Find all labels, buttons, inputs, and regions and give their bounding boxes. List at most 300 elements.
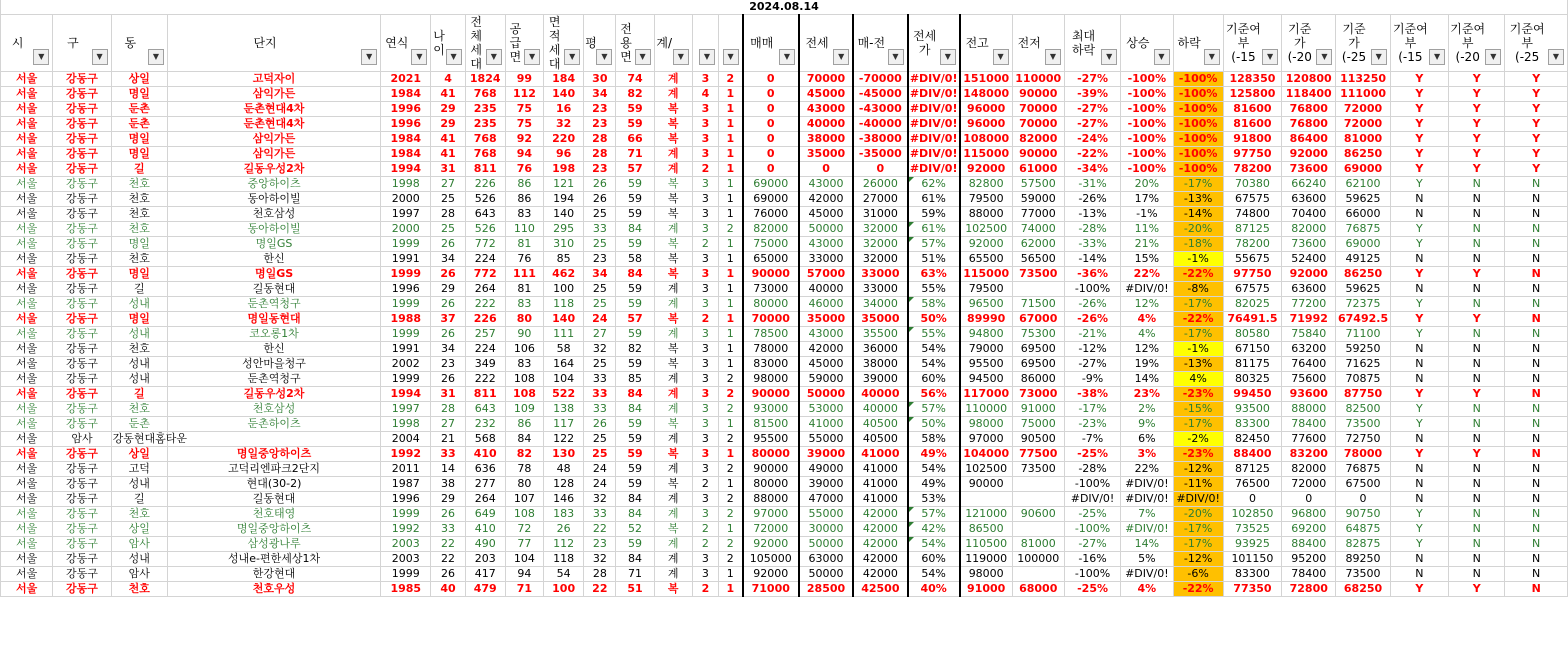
table-cell[interactable]: 98000 (960, 417, 1012, 432)
table-cell[interactable]: Y (1505, 117, 1568, 132)
table-cell[interactable]: 113250 (1336, 72, 1390, 87)
table-cell[interactable]: 강동구 (53, 537, 111, 552)
table-cell[interactable]: 128350 (1223, 72, 1281, 87)
table-cell[interactable]: 84 (616, 402, 654, 417)
table-cell[interactable]: -25% (1064, 582, 1120, 597)
column-header[interactable] (1505, 15, 1568, 72)
table-cell[interactable]: 서울 (1, 447, 53, 462)
table-cell[interactable]: 1999 (381, 372, 431, 387)
table-cell[interactable]: 둔촌 (111, 117, 167, 132)
table-cell[interactable]: 3 (692, 282, 718, 297)
table-cell[interactable]: 55675 (1223, 252, 1281, 267)
table-cell[interactable]: 63% (908, 267, 960, 282)
table-cell[interactable]: 79000 (960, 342, 1012, 357)
table-cell[interactable]: 천호삼성 (167, 207, 380, 222)
table-cell[interactable]: 82000 (743, 222, 799, 237)
table-cell[interactable]: 1999 (381, 567, 431, 582)
table-cell[interactable]: 2 (718, 222, 742, 237)
table-cell[interactable]: 71992 (1282, 312, 1336, 327)
table-cell[interactable]: 22% (1121, 267, 1173, 282)
filter-dropdown-icon[interactable]: ▼ (596, 49, 612, 65)
table-cell[interactable]: 26 (431, 372, 465, 387)
table-cell[interactable]: 26 (584, 417, 616, 432)
table-cell[interactable]: 3 (692, 297, 718, 312)
table-cell[interactable]: 천호 (111, 177, 167, 192)
table-cell[interactable]: 강동구 (53, 522, 111, 537)
table-cell[interactable]: 92 (505, 132, 543, 147)
table-cell[interactable]: -100% (1173, 132, 1223, 147)
table-cell[interactable]: 계 (654, 402, 692, 417)
table-cell[interactable]: -9% (1064, 372, 1120, 387)
table-cell[interactable]: 67500 (1336, 477, 1390, 492)
column-header[interactable] (853, 15, 907, 72)
table-cell[interactable]: 계 (654, 87, 692, 102)
table-cell[interactable]: 56500 (1012, 252, 1064, 267)
table-cell[interactable]: 25 (584, 447, 616, 462)
table-cell[interactable]: 53000 (799, 402, 853, 417)
table-cell[interactable]: Y (1449, 162, 1505, 177)
table-cell[interactable]: -100% (1064, 282, 1120, 297)
table-cell[interactable]: 235 (465, 117, 505, 132)
column-header[interactable] (544, 15, 584, 72)
table-cell[interactable]: 1 (718, 282, 742, 297)
table-cell[interactable]: 2 (718, 387, 742, 402)
table-cell[interactable]: 41 (431, 147, 465, 162)
table-cell[interactable]: 526 (465, 192, 505, 207)
table-cell[interactable]: Y (1390, 312, 1448, 327)
table-cell[interactable]: 서울 (1, 462, 53, 477)
table-cell[interactable]: 108 (505, 387, 543, 402)
table-cell[interactable]: 56% (908, 387, 960, 402)
table-cell[interactable]: 122 (544, 432, 584, 447)
table-cell[interactable]: 80000 (743, 297, 799, 312)
table-cell[interactable]: 29 (431, 102, 465, 117)
table-cell[interactable]: Y (1390, 327, 1448, 342)
table-cell[interactable]: 1824 (465, 72, 505, 87)
column-header[interactable] (718, 15, 742, 72)
table-cell[interactable]: 강동현대홈타운 (112, 432, 188, 445)
table-cell[interactable]: 59 (616, 477, 654, 492)
table-cell[interactable]: -100% (1064, 477, 1120, 492)
table-cell[interactable]: N (1505, 582, 1568, 597)
filter-dropdown-icon[interactable]: ▼ (92, 49, 108, 65)
table-cell[interactable]: Y (1390, 537, 1448, 552)
table-cell[interactable]: 3 (692, 417, 718, 432)
table-cell[interactable]: 계 (654, 282, 692, 297)
table-cell[interactable]: 69500 (1012, 342, 1064, 357)
column-header[interactable] (799, 15, 853, 72)
table-cell[interactable]: 69000 (1336, 237, 1390, 252)
table-cell[interactable]: #DIV/0! (1121, 477, 1173, 492)
table-cell[interactable]: 86 (505, 417, 543, 432)
table-cell[interactable]: -17% (1173, 177, 1223, 192)
table-cell[interactable]: 고덕자이 (167, 72, 380, 87)
table-cell[interactable]: #DIV/0! (1121, 282, 1173, 297)
table-cell[interactable]: 1991 (381, 252, 431, 267)
table-cell[interactable]: 강동구 (53, 357, 111, 372)
table-cell[interactable]: 27 (431, 177, 465, 192)
filter-dropdown-icon[interactable]: ▼ (1262, 49, 1278, 65)
table-cell[interactable]: 천호 (111, 342, 167, 357)
table-cell[interactable]: 1984 (381, 147, 431, 162)
table-cell[interactable]: -45000 (853, 87, 907, 102)
table-cell[interactable]: 17% (1121, 192, 1173, 207)
table-cell[interactable]: 164 (544, 357, 584, 372)
table-cell[interactable]: 98000 (960, 567, 1012, 582)
table-cell[interactable]: Y (1449, 72, 1505, 87)
table-cell[interactable]: 서울 (1, 507, 53, 522)
table-cell[interactable]: 명일GS (167, 267, 380, 282)
table-cell[interactable]: 34 (584, 87, 616, 102)
table-cell[interactable]: 112 (505, 87, 543, 102)
table-cell[interactable]: 55000 (799, 432, 853, 447)
table-cell[interactable]: 2% (1121, 402, 1173, 417)
table-cell[interactable]: 76875 (1336, 222, 1390, 237)
table-cell[interactable]: 계 (654, 327, 692, 342)
table-cell[interactable]: 3 (692, 432, 718, 447)
table-cell[interactable]: 84 (505, 432, 543, 447)
table-cell[interactable]: 0 (853, 162, 907, 177)
table-cell[interactable]: 32000 (853, 222, 907, 237)
table-cell[interactable]: 50% (908, 417, 960, 432)
table-cell[interactable]: #DIV/0! (908, 117, 960, 132)
table-cell[interactable]: -13% (1064, 207, 1120, 222)
table-cell[interactable]: 73525 (1223, 522, 1281, 537)
table-cell[interactable]: 54 (544, 567, 584, 582)
table-cell[interactable]: N (1449, 372, 1505, 387)
table-cell[interactable]: 226 (465, 177, 505, 192)
table-cell[interactable]: 58 (616, 252, 654, 267)
table-cell[interactable]: 93000 (743, 402, 799, 417)
table-cell[interactable]: N (1505, 207, 1568, 222)
table-cell[interactable]: 27 (431, 417, 465, 432)
table-cell[interactable]: 59 (616, 327, 654, 342)
table-cell[interactable]: 84 (616, 507, 654, 522)
table-cell[interactable]: N (1505, 447, 1568, 462)
table-cell[interactable]: 23 (584, 252, 616, 267)
table-cell[interactable]: 명일 (111, 267, 167, 282)
table-cell[interactable]: 강동구 (53, 162, 111, 177)
table-cell[interactable]: 서울 (1, 372, 53, 387)
table-cell[interactable]: 61% (908, 192, 960, 207)
table-cell[interactable]: 삼익가든 (167, 132, 380, 147)
table-cell[interactable]: 81 (505, 282, 543, 297)
table-cell[interactable]: 80000 (743, 447, 799, 462)
table-cell[interactable]: 63000 (799, 552, 853, 567)
table-cell[interactable]: 33000 (853, 282, 907, 297)
table-cell[interactable]: 83 (505, 357, 543, 372)
table-cell[interactable]: 3 (692, 267, 718, 282)
table-cell[interactable]: 서울 (1, 342, 53, 357)
table-cell[interactable]: 계 (654, 162, 692, 177)
table-cell[interactable]: 50000 (799, 387, 853, 402)
table-cell[interactable]: 649 (465, 507, 505, 522)
table-cell[interactable]: 104 (505, 552, 543, 567)
column-header[interactable] (908, 15, 960, 72)
table-cell[interactable]: 97000 (960, 432, 1012, 447)
table-cell[interactable]: 강동구 (53, 447, 111, 462)
table-cell[interactable]: N (1505, 282, 1568, 297)
table-cell[interactable]: 26000 (853, 177, 907, 192)
table-cell[interactable]: -100% (1121, 72, 1173, 87)
table-cell[interactable]: 95200 (1282, 552, 1336, 567)
table-cell[interactable]: 복 (654, 102, 692, 117)
table-cell[interactable]: Y (1390, 522, 1448, 537)
table-cell[interactable]: 1987 (381, 477, 431, 492)
table-cell[interactable]: 25 (584, 432, 616, 447)
table-cell[interactable]: -100% (1173, 117, 1223, 132)
table-cell[interactable]: -34% (1064, 162, 1120, 177)
table-cell[interactable]: 25 (584, 297, 616, 312)
table-cell[interactable]: 3 (692, 567, 718, 582)
table-cell[interactable]: #DIV/0! (908, 162, 960, 177)
table-cell[interactable]: 768 (465, 132, 505, 147)
table-cell[interactable]: 서울 (1, 432, 53, 447)
table-cell[interactable]: 천호 (111, 222, 167, 237)
table-cell[interactable]: 서울 (1, 132, 53, 147)
table-cell[interactable]: 동아하이빌 (167, 222, 380, 237)
table-cell[interactable]: 복 (654, 177, 692, 192)
table-cell[interactable]: 75000 (743, 237, 799, 252)
table-cell[interactable]: 4 (692, 87, 718, 102)
table-cell[interactable]: 70400 (1282, 207, 1336, 222)
table-cell[interactable]: 3 (692, 72, 718, 87)
table-cell[interactable]: 22 (431, 552, 465, 567)
table-cell[interactable]: 40000 (799, 282, 853, 297)
table-cell[interactable]: 강동구 (53, 192, 111, 207)
table-cell[interactable]: 76 (505, 252, 543, 267)
table-cell[interactable]: 1 (718, 312, 742, 327)
table-cell[interactable]: 78200 (1223, 237, 1281, 252)
table-cell[interactable]: 강동구 (53, 387, 111, 402)
table-cell[interactable]: 73500 (1012, 267, 1064, 282)
table-cell[interactable]: 772 (465, 237, 505, 252)
table-cell[interactable]: 38000 (853, 357, 907, 372)
table-cell[interactable]: 42500 (853, 582, 907, 597)
table-cell[interactable]: 86400 (1282, 132, 1336, 147)
table-cell[interactable]: 111000 (1336, 87, 1390, 102)
table-cell[interactable]: 72000 (1336, 102, 1390, 117)
table-cell[interactable]: 77 (505, 537, 543, 552)
table-cell[interactable]: -39% (1064, 87, 1120, 102)
table-cell[interactable]: 71 (616, 147, 654, 162)
table-cell[interactable]: N (1505, 402, 1568, 417)
column-header[interactable] (584, 15, 616, 72)
table-cell[interactable]: N (1505, 177, 1568, 192)
table-cell[interactable]: 84 (616, 492, 654, 507)
table-cell[interactable]: 125800 (1223, 87, 1281, 102)
table-cell[interactable]: 천호우성 (167, 582, 380, 597)
table-cell[interactable]: Y (1449, 87, 1505, 102)
table-cell[interactable]: 90 (505, 327, 543, 342)
table-cell[interactable]: 349 (465, 357, 505, 372)
table-cell[interactable]: 77500 (1012, 447, 1064, 462)
table-cell[interactable]: 95500 (743, 432, 799, 447)
table-cell[interactable]: 6% (1121, 432, 1173, 447)
table-cell[interactable]: 82 (616, 342, 654, 357)
table-cell[interactable]: 26 (431, 327, 465, 342)
table-cell[interactable]: N (1505, 327, 1568, 342)
table-cell[interactable]: N (1390, 282, 1448, 297)
table-cell[interactable]: N (1390, 252, 1448, 267)
table-cell[interactable]: 59 (616, 462, 654, 477)
table-cell[interactable]: N (1449, 552, 1505, 567)
table-cell[interactable]: 31000 (853, 207, 907, 222)
table-cell[interactable]: 42% (908, 522, 960, 537)
table-cell[interactable]: #DIV/0! (908, 72, 960, 87)
table-cell[interactable]: -18% (1173, 237, 1223, 252)
table-cell[interactable]: 26 (544, 522, 584, 537)
table-cell[interactable]: 30000 (799, 522, 853, 537)
table-cell[interactable]: 2 (692, 537, 718, 552)
table-cell[interactable]: 68000 (1012, 582, 1064, 597)
table-cell[interactable]: 84 (616, 222, 654, 237)
table-cell[interactable]: 35000 (853, 312, 907, 327)
table-cell[interactable]: 40000 (799, 117, 853, 132)
table-cell[interactable]: 천호 (111, 252, 167, 267)
table-cell[interactable]: 49000 (799, 462, 853, 477)
table-cell[interactable]: -22% (1064, 147, 1120, 162)
table-cell[interactable]: 4% (1173, 372, 1223, 387)
table-cell[interactable]: 82800 (960, 177, 1012, 192)
table-cell[interactable]: 강동구 (53, 327, 111, 342)
table-cell[interactable]: 3 (692, 507, 718, 522)
table-cell[interactable]: 3 (692, 192, 718, 207)
table-cell[interactable]: 0 (743, 102, 799, 117)
table-cell[interactable]: 86000 (1012, 372, 1064, 387)
table-cell[interactable]: 105000 (743, 552, 799, 567)
table-cell[interactable]: 93925 (1223, 537, 1281, 552)
table-cell[interactable]: 78000 (1336, 447, 1390, 462)
table-cell[interactable]: 85 (544, 252, 584, 267)
table-cell[interactable]: 94500 (960, 372, 1012, 387)
table-cell[interactable]: 2000 (381, 192, 431, 207)
table-cell[interactable]: 108 (505, 507, 543, 522)
table-cell[interactable]: 77200 (1282, 297, 1336, 312)
table-cell[interactable]: 61% (908, 222, 960, 237)
table-cell[interactable]: 119000 (960, 552, 1012, 567)
table-cell[interactable]: 서울 (1, 387, 53, 402)
table-cell[interactable]: 76 (505, 162, 543, 177)
table-cell[interactable]: Y (1390, 222, 1448, 237)
table-cell[interactable]: 78400 (1282, 567, 1336, 582)
table-cell[interactable]: Y (1449, 132, 1505, 147)
table-cell[interactable]: 130 (544, 447, 584, 462)
column-header[interactable] (1012, 15, 1064, 72)
filter-dropdown-icon[interactable]: ▼ (1204, 49, 1220, 65)
table-cell[interactable]: 83000 (743, 357, 799, 372)
table-cell[interactable]: 19% (1121, 357, 1173, 372)
table-cell[interactable]: N (1505, 522, 1568, 537)
table-cell[interactable]: 계 (654, 537, 692, 552)
table-cell[interactable]: -12% (1173, 552, 1223, 567)
table-cell[interactable]: -27% (1064, 102, 1120, 117)
table-cell[interactable]: 32000 (853, 237, 907, 252)
table-cell[interactable]: -27% (1064, 72, 1120, 87)
table-cell[interactable]: 26 (431, 297, 465, 312)
table-cell[interactable]: 59625 (1336, 192, 1390, 207)
table-cell[interactable]: 23% (1121, 387, 1173, 402)
table-cell[interactable]: 82 (505, 447, 543, 462)
filter-dropdown-icon[interactable]: ▼ (673, 49, 689, 65)
table-cell[interactable]: N (1505, 267, 1568, 282)
column-header[interactable] (431, 15, 465, 72)
table-cell[interactable]: N (1505, 432, 1568, 447)
table-cell[interactable]: 59 (616, 417, 654, 432)
table-cell[interactable]: 길동우성2차 (167, 162, 380, 177)
table-cell[interactable]: 1 (718, 357, 742, 372)
table-cell[interactable]: 82000 (1012, 132, 1064, 147)
table-cell[interactable]: 28 (584, 567, 616, 582)
table-cell[interactable]: 25 (431, 192, 465, 207)
table-cell[interactable]: 81000 (1012, 537, 1064, 552)
table-cell[interactable]: 서울 (1, 582, 53, 597)
table-cell[interactable]: 50000 (799, 567, 853, 582)
table-cell[interactable]: 27000 (853, 192, 907, 207)
table-cell[interactable]: 87125 (1223, 222, 1281, 237)
table-cell[interactable]: 천호 (111, 582, 167, 597)
table-cell[interactable]: 112 (544, 537, 584, 552)
table-cell[interactable]: 46000 (799, 297, 853, 312)
table-cell[interactable]: 48 (544, 462, 584, 477)
table-cell[interactable]: 28 (431, 402, 465, 417)
table-cell[interactable]: 천호 (111, 507, 167, 522)
table-cell[interactable]: 277 (465, 477, 505, 492)
table-cell[interactable]: 명일GS (167, 237, 380, 252)
table-cell[interactable]: 3 (692, 402, 718, 417)
table-cell[interactable]: 78400 (1282, 417, 1336, 432)
table-cell[interactable]: 67000 (1012, 312, 1064, 327)
table-cell[interactable]: 67575 (1223, 282, 1281, 297)
table-cell[interactable]: 3 (692, 207, 718, 222)
table-cell[interactable]: Y (1505, 87, 1568, 102)
table-cell[interactable]: 226 (465, 312, 505, 327)
table-cell[interactable]: 서울 (1, 477, 53, 492)
table-cell[interactable]: 현대(30-2) (167, 477, 380, 492)
table-cell[interactable]: 0 (743, 147, 799, 162)
table-cell[interactable]: 계 (654, 147, 692, 162)
table-cell[interactable]: -20% (1173, 222, 1223, 237)
table-cell[interactable]: 63600 (1282, 192, 1336, 207)
table-cell[interactable]: 73000 (1012, 387, 1064, 402)
table-cell[interactable]: 78500 (743, 327, 799, 342)
table-cell[interactable]: 서울 (1, 87, 53, 102)
filter-dropdown-icon[interactable]: ▼ (1429, 49, 1445, 65)
filter-dropdown-icon[interactable]: ▼ (940, 49, 956, 65)
table-cell[interactable]: 417 (465, 567, 505, 582)
table-cell[interactable]: 1 (718, 252, 742, 267)
table-cell[interactable]: 강동구 (53, 492, 111, 507)
table-cell[interactable]: 643 (465, 402, 505, 417)
table-cell[interactable]: 51% (908, 252, 960, 267)
table-cell[interactable]: 길 (111, 162, 167, 177)
column-header[interactable] (1336, 15, 1390, 72)
table-cell[interactable]: N (1449, 207, 1505, 222)
filter-dropdown-icon[interactable]: ▼ (564, 49, 580, 65)
table-cell[interactable]: 59000 (1012, 192, 1064, 207)
filter-dropdown-icon[interactable]: ▼ (723, 49, 739, 65)
table-cell[interactable]: N (1505, 537, 1568, 552)
table-cell[interactable]: 70380 (1223, 177, 1281, 192)
table-cell[interactable]: 39000 (853, 372, 907, 387)
table-cell[interactable]: N (1505, 552, 1568, 567)
table-cell[interactable]: 67575 (1223, 192, 1281, 207)
table-cell[interactable]: Y (1390, 102, 1448, 117)
table-cell[interactable]: 서울 (1, 402, 53, 417)
table-cell[interactable]: 서울 (1, 207, 53, 222)
table-cell[interactable]: 106 (505, 342, 543, 357)
table-cell[interactable]: 명일동현대 (167, 312, 380, 327)
